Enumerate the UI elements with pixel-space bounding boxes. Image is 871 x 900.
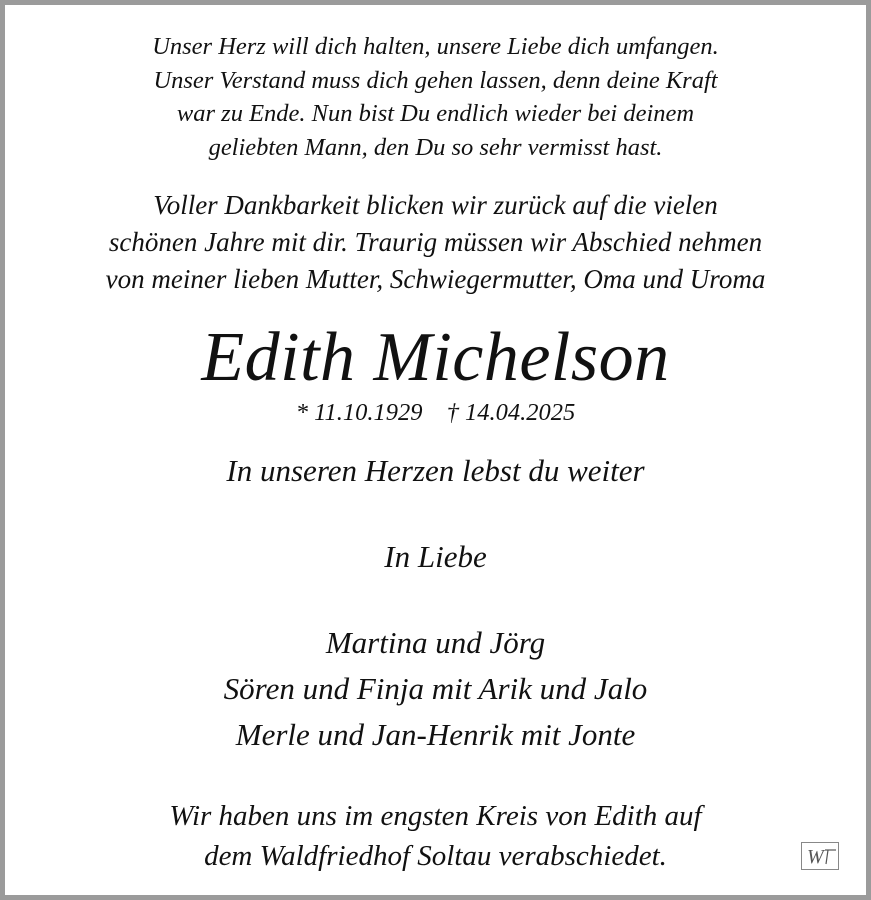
- poem-line: war zu Ende. Nun bist Du endlich wieder bei deinem: [176, 100, 695, 127]
- family-line: Sören und Finja mit Arik und Jalo: [223, 671, 648, 706]
- family-line: Merle und Jan-Henrik mit Jonte: [235, 717, 636, 752]
- family-line: Martina und Jörg: [325, 625, 546, 660]
- poem-line: geliebten Mann, den Du so sehr vermisst hast.: [208, 133, 663, 161]
- poem-line: Unser Herz will dich halten, unsere Liebe dich umfangen.: [152, 33, 719, 60]
- intro-block: [5, 187, 866, 298]
- closing-line: Wir haben uns im engsten Kreis von Edith auf: [169, 800, 702, 832]
- intro-line: Voller Dankbarkeit blicken wir zurück auf die vielen: [153, 190, 718, 220]
- publisher-logo-icon: [801, 842, 839, 870]
- motto-line: In unseren Herzen lebst du weiter: [226, 453, 645, 488]
- family-block: [5, 620, 866, 758]
- poem-block: [5, 30, 866, 164]
- closing-line: dem Waldfriedhof Soltau verabschiedet.: [204, 840, 667, 872]
- birth-date: * 11.10.1929: [295, 399, 423, 426]
- life-dates: [5, 398, 866, 428]
- poem-line: Unser Verstand muss dich gehen lassen, denn deine Kraft: [153, 66, 718, 94]
- publisher-logo-letter: W: [807, 846, 824, 868]
- death-date: † 14.04.2025: [446, 399, 576, 426]
- in-love-line: In Liebe: [384, 539, 487, 574]
- intro-line: von meiner lieben Mutter, Schwiegermutter, Oma und Uroma: [105, 264, 766, 294]
- intro-line: schönen Jahre mit dir. Traurig müssen wir Abschied nehmen: [108, 227, 763, 257]
- deceased-name: Edith Michelson: [201, 319, 670, 396]
- closing-block: [5, 796, 866, 876]
